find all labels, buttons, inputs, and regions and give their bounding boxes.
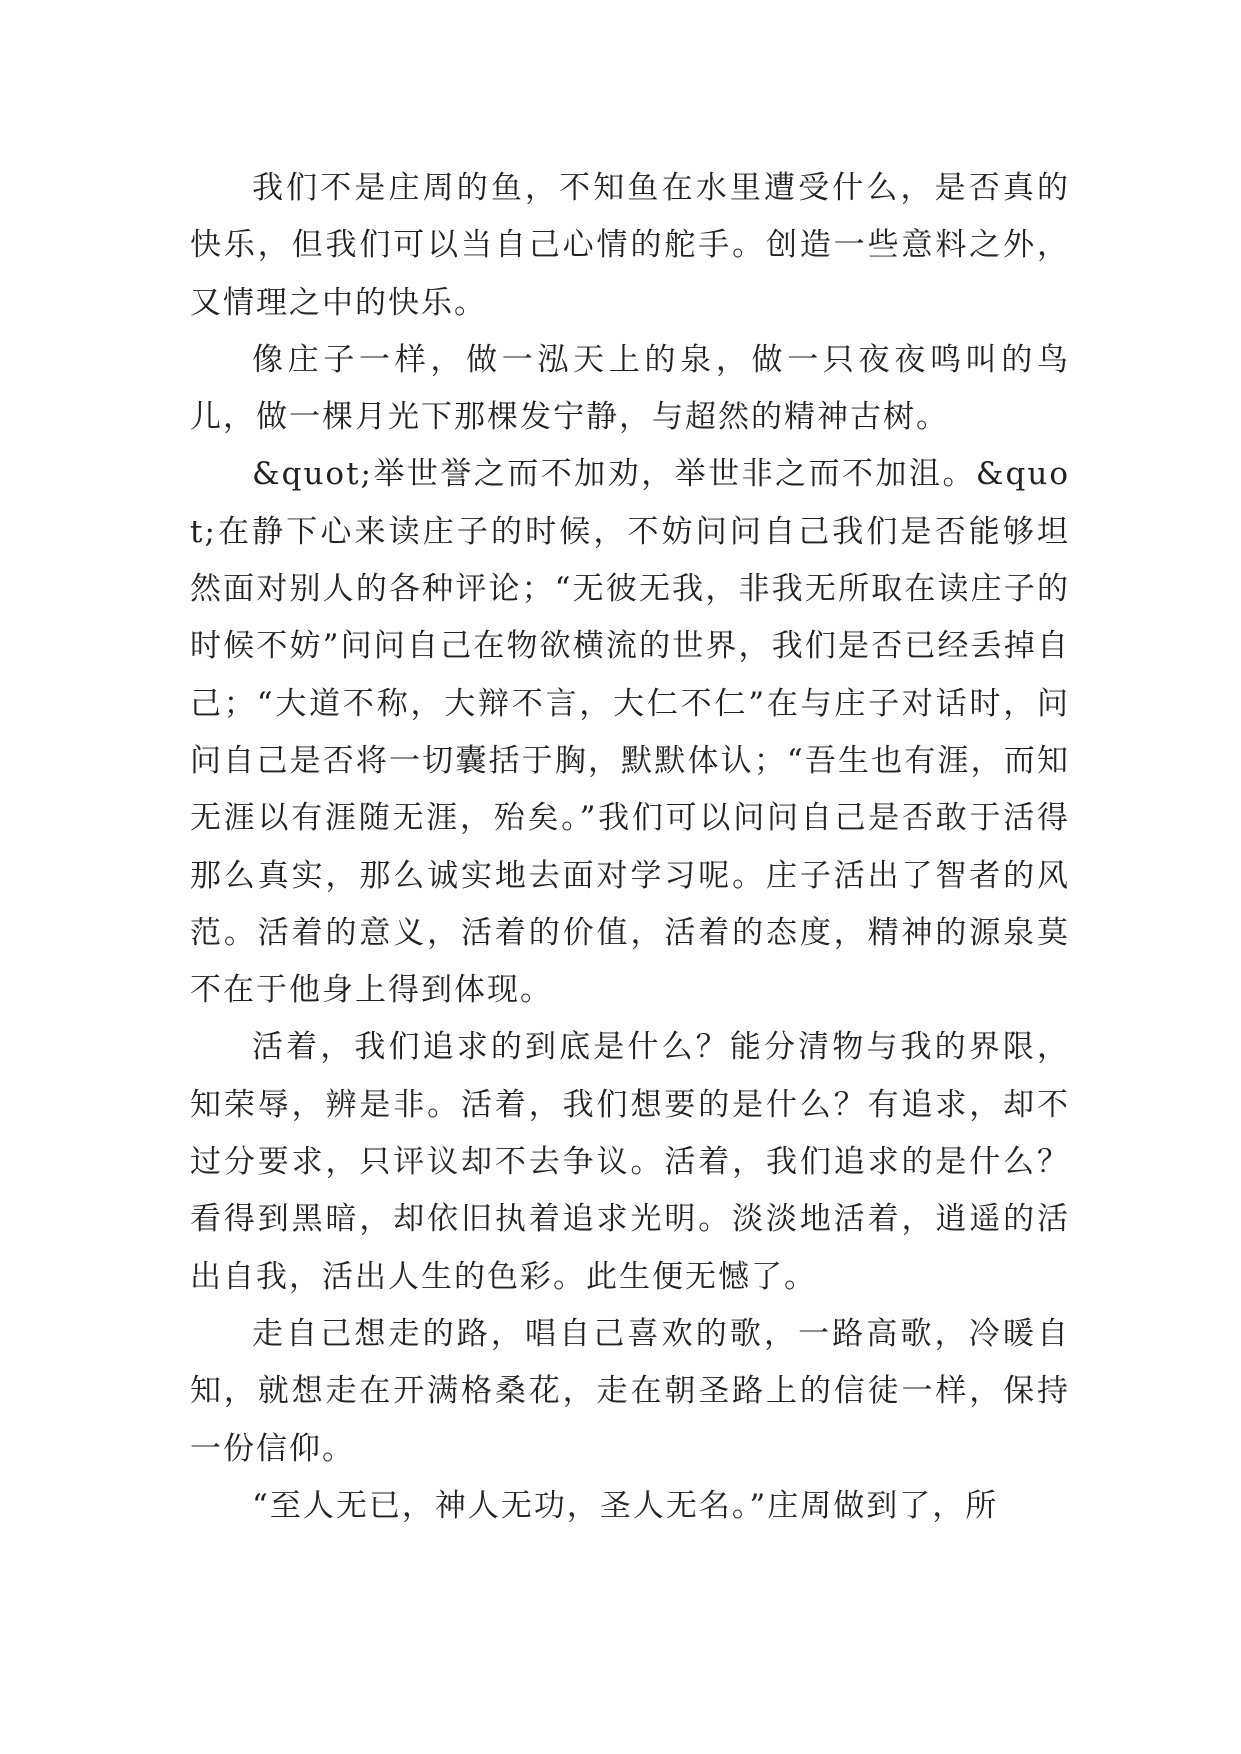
- paragraph-1: 我们不是庄周的鱼，不知鱼在水里遭受什么，是否真的快乐，但我们可以当自己心情的舵手。创造一些意料之外，又情理之中的快乐。: [190, 170, 1070, 321]
- paragraph-2: 像庄子一样，做一泓天上的泉，做一只夜夜鸣叫的鸟儿，做一棵月光下那棵发宁静，与超然的精神古树。: [190, 341, 1070, 436]
- paragraph-6: “至人无已，神人无功，圣人无名。”庄周做到了，所: [252, 1487, 999, 1524]
- document-body: [190, 160, 1070, 1535]
- paragraph-4: 活着，我们追求的到底是什么？能分清物与我的界限，知荣辱，辨是非。活着，我们想要的是什么？有追求，却不过分要求，只评议却不去争议。活着，我们追求的是什么？看得到黑暗，却依旧执着追求光明。淡淡地活着，逍遥的活出自我，活出人生的色彩。此生便无憾了。: [190, 1029, 1070, 1295]
- paragraph-5: 走自己想走的路，唱自己喜欢的歌，一路高歌，冷暖自知，就想走在开满格桑花，走在朝圣路上的信徒一样，保持一份信仰。: [190, 1315, 1070, 1467]
- paragraph-3: &quot;举世誉之而不加劝，举世非之而不加沮。&quot;在静下心来读庄子的时候，不妨问问自己我们是否能够坦然面对别人的各种评论；“无彼无我，非我无所取在读庄子的时候不妨”问问自己在物欲横流的世界，我们是否已经丢掉自己；“大道不称，大辩不言，大仁不仁”在与庄子对话时，问问自己是否将一切囊括于胸，默默体认；“吾生也有涯，而知无涯以有涯随无涯，殆矣。”我们可以问问自己是否敢于活得那么真实，那么诚实地去面对学习呢。庄子活出了智者的风范。活着的意义，活着的价值，活着的态度，精神的源泉莫不在于他身上得到体现。: [190, 456, 1070, 1009]
